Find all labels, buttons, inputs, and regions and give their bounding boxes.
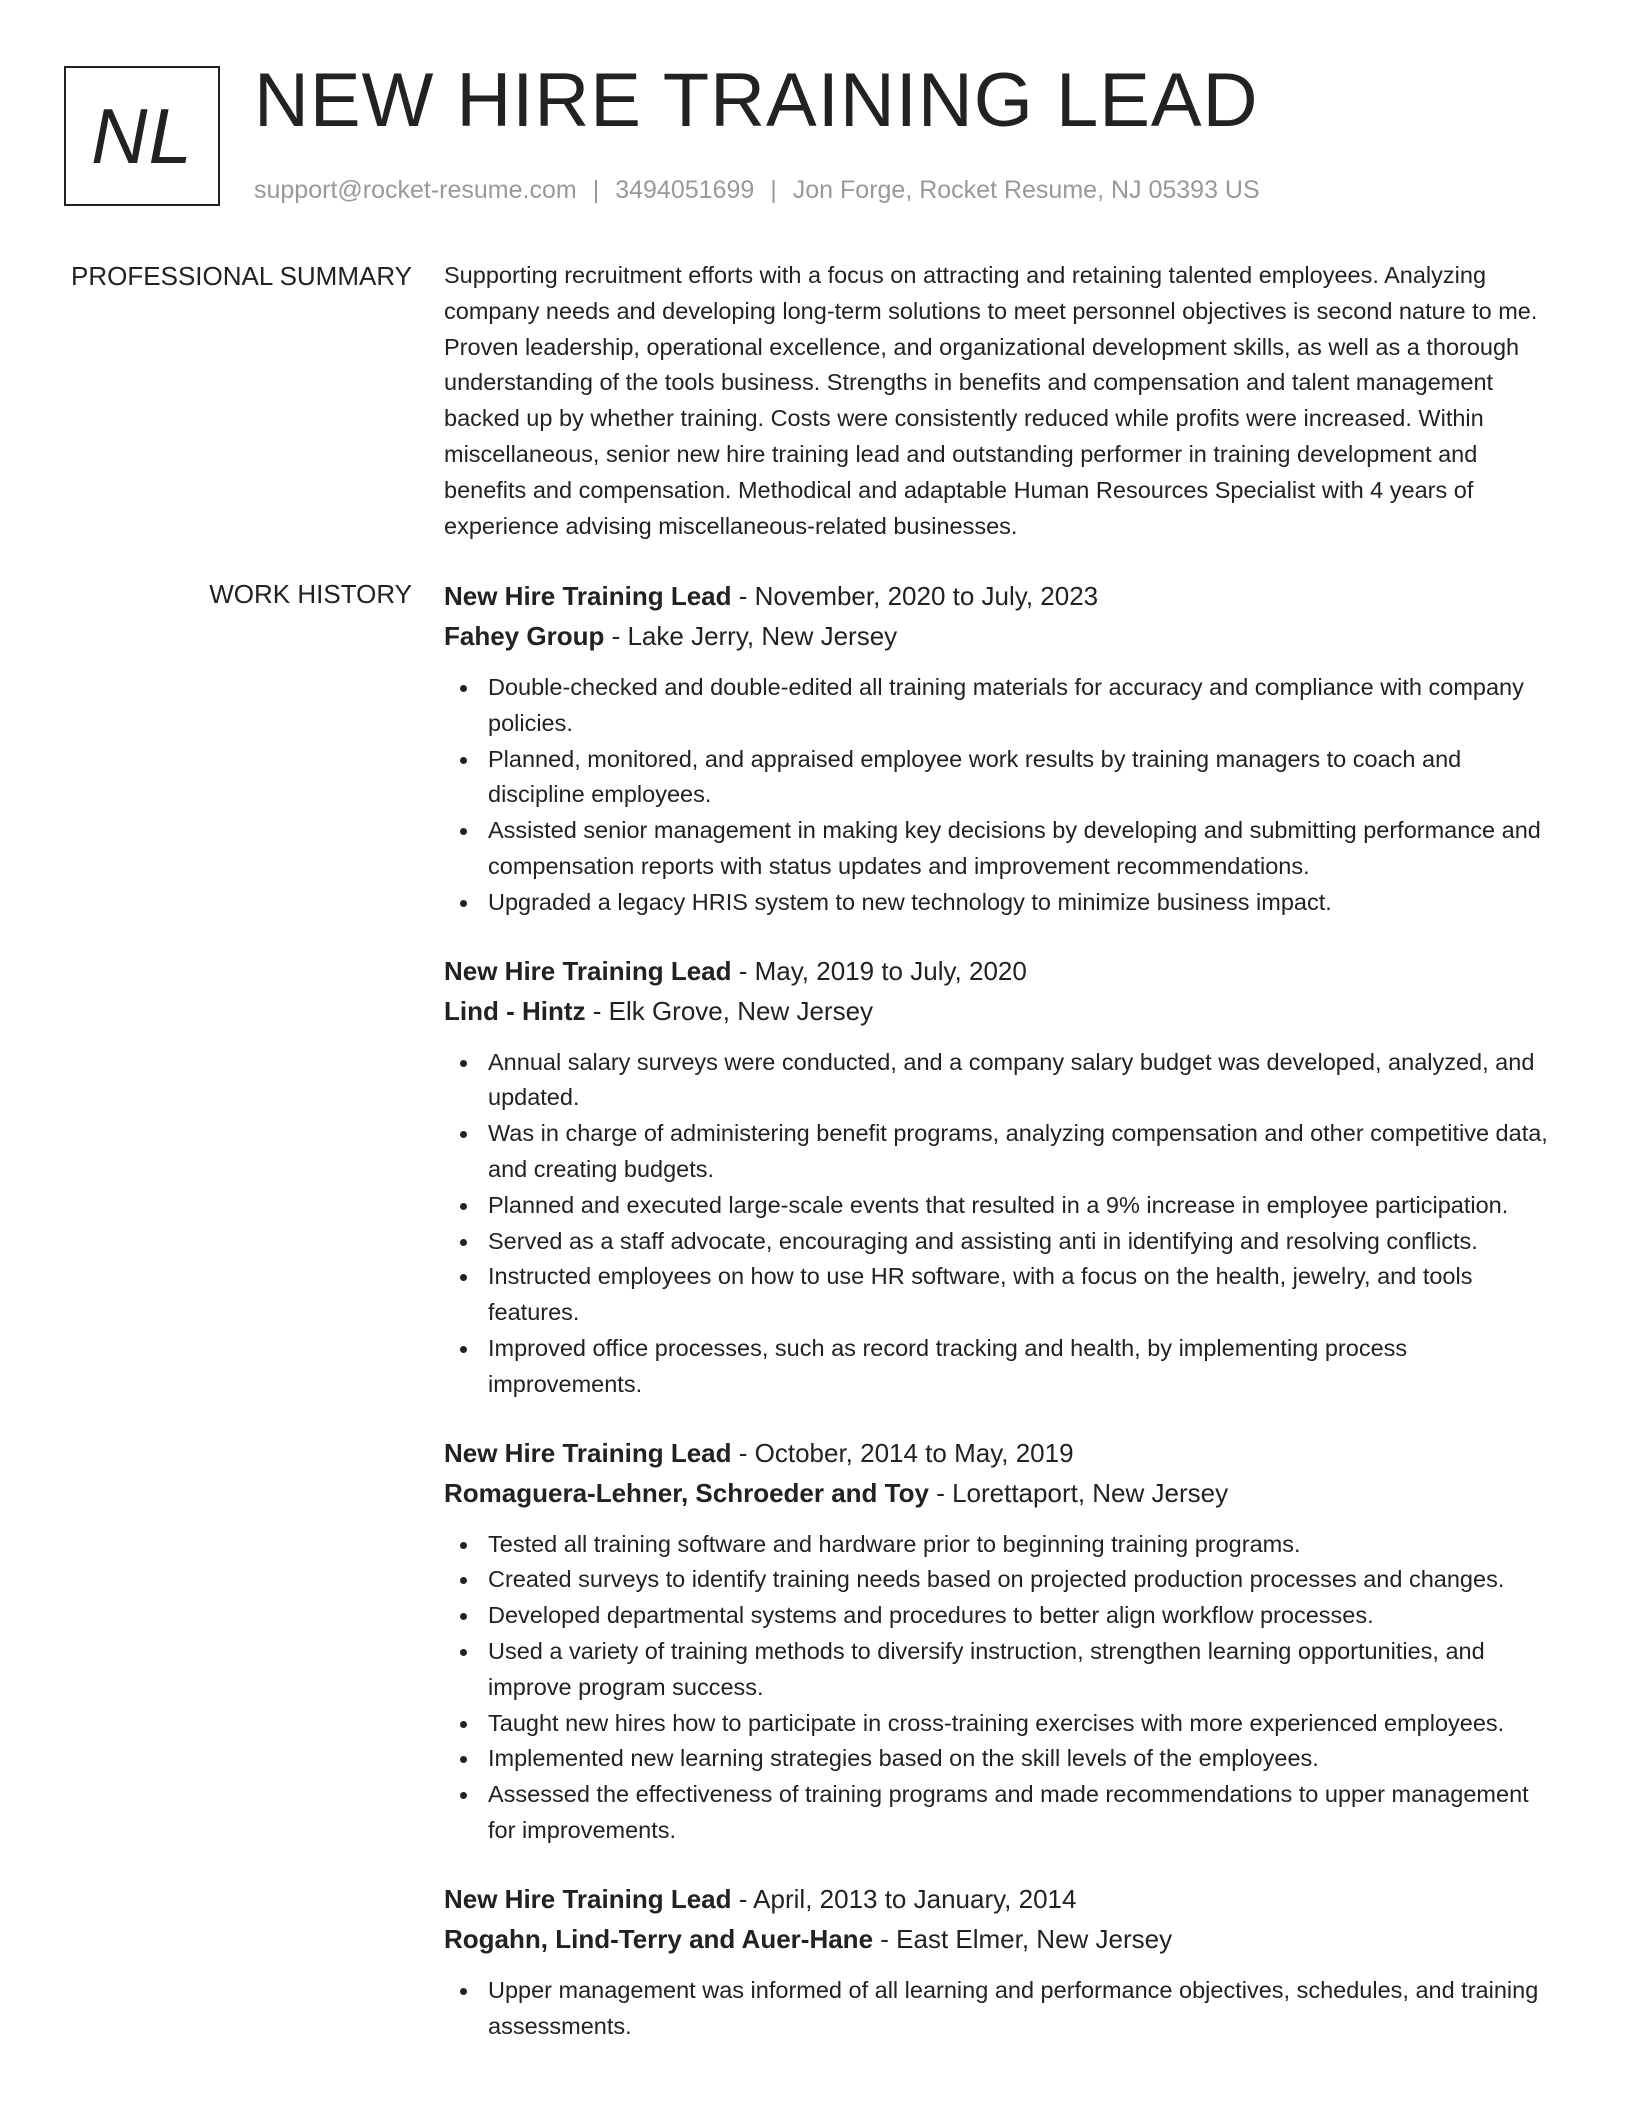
job-bullet-text: Planned and executed large-scale events that resulted in a 9% increase in employee participation. (488, 1191, 1509, 1218)
bullet-dot-icon (460, 1542, 467, 1549)
job-bullet (444, 670, 1556, 742)
job-bullet-text: Double-checked and double-edited all training materials for accuracy and compliance with company policies. (488, 674, 1524, 736)
job-bullet (444, 1527, 1556, 1563)
job-location: - Lake Jerry, New Jersey (604, 621, 898, 651)
job-dates: - November, 2020 to July, 2023 (731, 581, 1099, 611)
job-bullet (444, 1045, 1556, 1117)
job-bullet (444, 1777, 1556, 1849)
job-company: Fahey Group (444, 621, 605, 651)
job-location: - Elk Grove, New Jersey (585, 995, 874, 1026)
job-bullet (444, 1562, 1556, 1598)
bullet-dot-icon (460, 1756, 467, 1763)
job-location: - East Elmer, New Jersey (873, 1923, 1173, 1954)
job-bullet (444, 1598, 1556, 1634)
job-bullet (444, 813, 1556, 885)
job-bullet-text: Created surveys to identify training needs based on projected production processes and changes. (488, 1566, 1505, 1593)
job-role-line (444, 951, 1556, 991)
job-bullet (444, 1116, 1556, 1188)
contact-separator: | (770, 176, 777, 204)
job-role-line (444, 1879, 1556, 1919)
job-bullet (444, 742, 1556, 814)
job-bullet (444, 1188, 1556, 1224)
bullet-dot-icon (460, 1721, 467, 1728)
bullet-dot-icon (460, 1060, 467, 1067)
job-entry (444, 1433, 1556, 1849)
job-company-line (444, 1473, 1556, 1513)
job-bullet-text: Served as a staff advocate, encouraging and assisting anti in identifying and resolving conflicts. (488, 1227, 1478, 1254)
job-bullet (444, 1331, 1556, 1403)
job-bullet (444, 1634, 1556, 1706)
contact-line (254, 174, 1260, 206)
job-bullet-text: Implemented new learning strategies based on the skill levels of the employees. (488, 1745, 1319, 1772)
job-bullet-text: Tested all training software and hardware prior to beginning training programs. (488, 1530, 1301, 1557)
job-bullet (444, 1706, 1556, 1742)
job-bullet (444, 1224, 1556, 1260)
job-bullet-text: Was in charge of administering benefit programs, analyzing compensation and other competitive data, and creating budgets. (488, 1120, 1548, 1182)
bullet-dot-icon (460, 685, 467, 692)
job-role: New Hire Training Lead (444, 1883, 732, 1914)
bullet-dot-icon (460, 1274, 467, 1281)
job-role: New Hire Training Lead (444, 1437, 732, 1468)
job-bullet (444, 885, 1556, 921)
bullet-dot-icon (460, 757, 467, 764)
job-company: Lind - Hintz (444, 995, 586, 1026)
job-bullet-text: Annual salary surveys were conducted, and a company salary budget was developed, analyzed, and updated. (488, 1048, 1535, 1111)
job-entry (444, 576, 1556, 921)
job-bullet-text: Instructed employees on how to use HR software, with a focus on the health, jewelry, and tools features. (488, 1263, 1473, 1326)
job-bullet-text: Upper management was informed of all learning and performance objectives, schedules, and training assessments. (488, 1976, 1539, 2039)
work-history-body (444, 576, 1556, 2074)
bullet-dot-icon (460, 1131, 467, 1138)
job-dates: - October, 2014 to May, 2019 (731, 1437, 1074, 1468)
bullet-dot-icon (460, 1613, 467, 1620)
job-bullet-text: Taught new hires how to participate in cross-training exercises with more experienced employees. (488, 1709, 1505, 1736)
contact-phone: 3494051699 (615, 176, 755, 204)
job-bullets (444, 1527, 1556, 1849)
job-role: New Hire Training Lead (444, 581, 732, 611)
job-bullet (444, 1973, 1556, 2045)
contact-email: support@rocket-resume.com (254, 176, 577, 204)
bullet-dot-icon (460, 828, 467, 835)
monogram-initials: NL (64, 66, 220, 206)
section-title-summary: PROFESSIONAL SUMMARY (71, 261, 412, 291)
job-bullet-text: Upgraded a legacy HRIS system to new technology to minimize business impact. (488, 888, 1332, 915)
job-bullet-text: Used a variety of training methods to diversify instruction, strengthen learning opportunities, and improve program success. (488, 1637, 1485, 1700)
job-dates: - April, 2013 to January, 2014 (731, 1883, 1077, 1914)
job-bullet-text: Developed departmental systems and procedures to better align workflow processes. (488, 1602, 1374, 1629)
job-bullet-text: Assessed the effectiveness of training programs and made recommendations to upper management for improvements. (488, 1781, 1529, 1843)
bullet-dot-icon (460, 1649, 467, 1656)
bullet-dot-icon (460, 1792, 467, 1799)
job-dates: - May, 2019 to July, 2020 (731, 955, 1027, 986)
contact-address: Jon Forge, Rocket Resume, NJ 05393 US (792, 176, 1260, 204)
job-company: Rogahn, Lind-Terry and Auer-Hane (444, 1923, 874, 1954)
bullet-dot-icon (460, 900, 467, 907)
bullet-dot-icon (460, 1203, 467, 1210)
contact-separator: | (592, 176, 600, 204)
job-bullet (444, 1741, 1556, 1777)
job-role: New Hire Training Lead (444, 955, 732, 986)
bullet-dot-icon (460, 1988, 467, 1995)
job-location: - Lorettaport, New Jersey (928, 1477, 1229, 1508)
job-company-line (444, 1919, 1556, 1959)
bullet-dot-icon (460, 1346, 467, 1353)
summary-body (444, 258, 1556, 544)
job-bullet-text: Improved office processes, such as record tracking and health, by implementing process improvements. (488, 1334, 1408, 1397)
job-company-line (444, 991, 1556, 1031)
job-bullet-text: Assisted senior management in making key decisions by developing and submitting performance and compensation reports with status updates and improvement recommendations. (488, 817, 1541, 879)
job-bullets (444, 1973, 1556, 2045)
job-role-line (444, 576, 1556, 616)
job-bullets (444, 1045, 1556, 1403)
bullet-dot-icon (460, 1577, 467, 1584)
job-bullet (444, 1259, 1556, 1331)
job-entry (444, 951, 1556, 1403)
job-bullets (444, 670, 1556, 921)
job-company: Romaguera-Lehner, Schroeder and Toy (444, 1477, 929, 1508)
bullet-dot-icon (460, 1239, 467, 1246)
resume-title: NEW HIRE TRAINING LEAD (254, 58, 1259, 143)
section-title-work-history: WORK HISTORY (209, 579, 412, 609)
job-role-line (444, 1433, 1556, 1473)
job-entry (444, 1879, 1556, 2045)
job-bullet-text: Planned, monitored, and appraised employee work results by training managers to coach and discipline employees. (488, 745, 1462, 808)
job-company-line (444, 616, 1556, 656)
summary-text: Supporting recruitment efforts with a focus on attracting and retaining talented employees. Analyzing company needs and developing long-term solutions to meet personnel objectives is second nature to me. Proven leadership, operational excellence, and organizational development skills, as well as a thorough understanding of the tools business. Strengths in benefits and compensation and talent management backed up by whether training. Costs were consistently reduced while profits were increased. Within miscellaneous, senior new hire training lead and outstanding performer in training development and benefits and compensation. Methodical and adaptable Human Resources Specialist with 4 years of experience advising miscellaneous-related businesses. (444, 262, 1538, 539)
